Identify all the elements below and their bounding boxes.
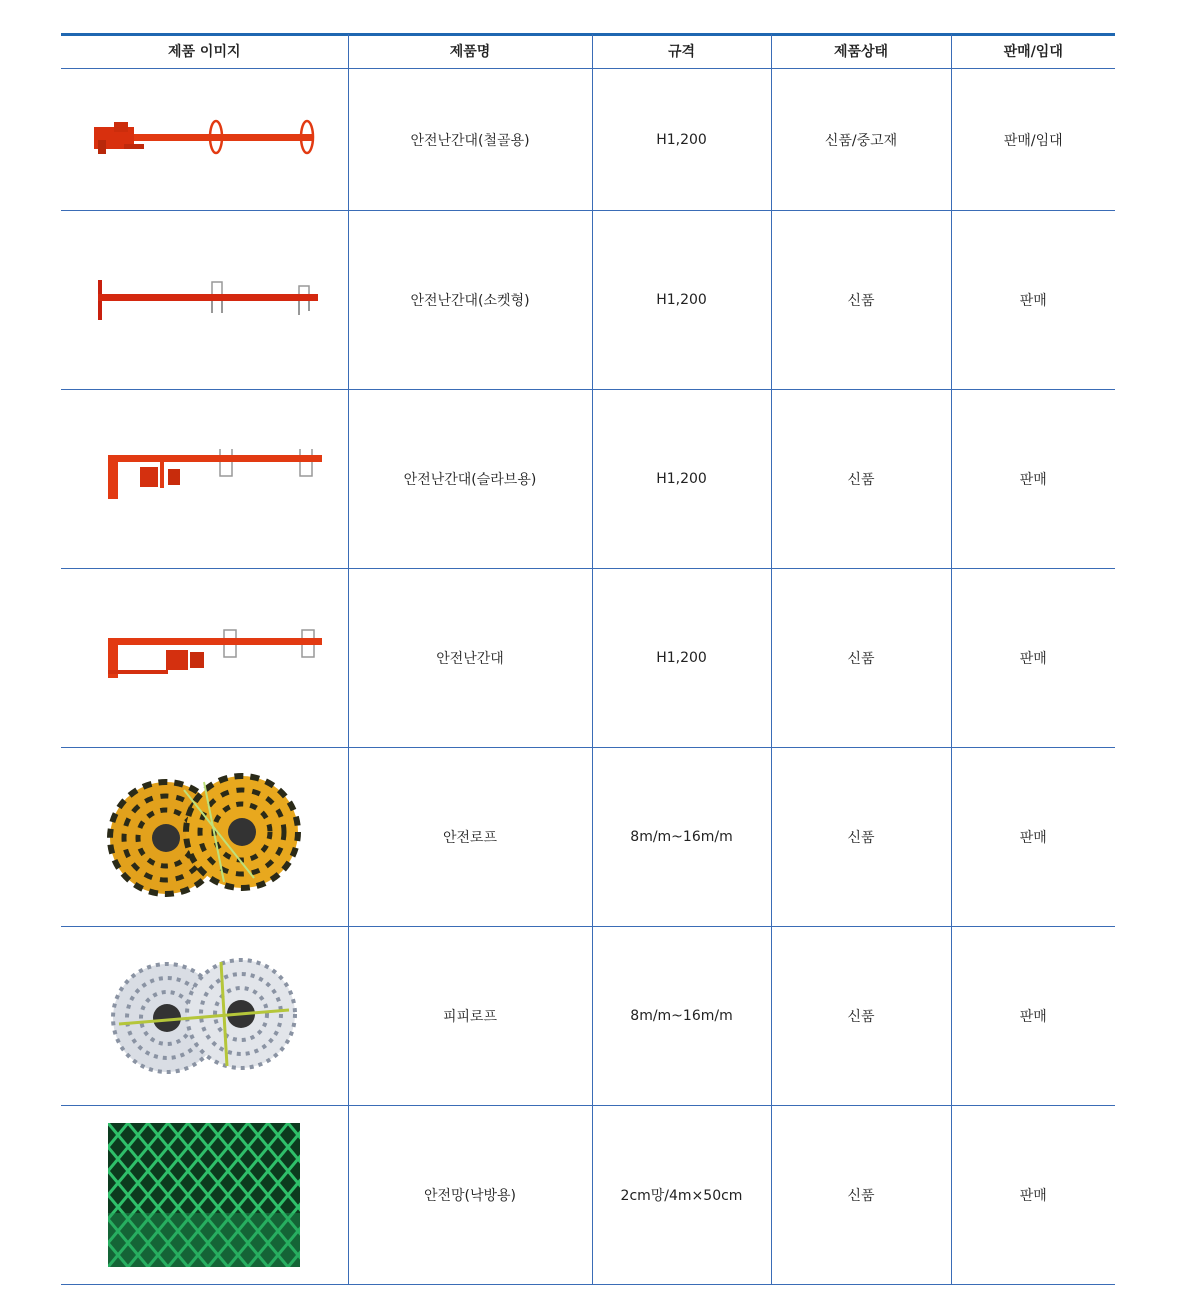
product-trade: 판매 — [951, 1106, 1115, 1285]
header-name: 제품명 — [348, 34, 592, 69]
product-image-cell — [61, 211, 348, 390]
product-image-cell — [61, 390, 348, 569]
table-row — [61, 211, 1115, 390]
table-row — [61, 748, 1115, 927]
product-image-cell — [61, 748, 348, 927]
product-condition: 신품 — [771, 748, 951, 927]
rail-slab-icon — [84, 449, 324, 509]
product-spec: H1,200 — [592, 390, 771, 569]
header-spec: 규격 — [592, 34, 771, 69]
rail-clamp-steel-icon — [84, 110, 324, 170]
product-condition: 신품 — [771, 211, 951, 390]
product-spec: H1,200 — [592, 569, 771, 748]
pp-rope-icon — [109, 954, 299, 1078]
product-trade: 판매 — [951, 748, 1115, 927]
product-image-cell — [61, 1106, 348, 1285]
product-name: 안전망(낙방용) — [348, 1106, 592, 1285]
product-condition: 신품 — [771, 390, 951, 569]
header-condition: 제품상태 — [771, 34, 951, 69]
table-header-row — [61, 34, 1115, 69]
header-trade: 판매/임대 — [951, 34, 1115, 69]
product-name: 안전난간대(철골용) — [348, 69, 592, 211]
rail-basic-icon — [84, 628, 324, 688]
product-name: 피피로프 — [348, 927, 592, 1106]
product-name: 안전난간대(소켓형) — [348, 211, 592, 390]
product-spec: 8m/m~16m/m — [592, 927, 771, 1106]
product-trade: 판매 — [951, 390, 1115, 569]
product-spec: 2cm망/4m×50cm — [592, 1106, 771, 1285]
table-row — [61, 569, 1115, 748]
product-trade: 판매 — [951, 927, 1115, 1106]
product-spec: 8m/m~16m/m — [592, 748, 771, 927]
product-spec: H1,200 — [592, 211, 771, 390]
product-image-cell — [61, 69, 348, 211]
safety-net-icon — [108, 1123, 300, 1267]
product-spec: H1,200 — [592, 69, 771, 211]
table-row — [61, 927, 1115, 1106]
table-row — [61, 1106, 1115, 1285]
product-name: 안전난간대(슬라브용) — [348, 390, 592, 569]
product-trade: 판매/임대 — [951, 69, 1115, 211]
product-image-cell — [61, 927, 348, 1106]
table-row — [61, 390, 1115, 569]
product-condition: 신품/중고재 — [771, 69, 951, 211]
product-trade: 판매 — [951, 569, 1115, 748]
header-image: 제품 이미지 — [61, 34, 348, 69]
product-condition: 신품 — [771, 569, 951, 748]
product-name: 안전로프 — [348, 748, 592, 927]
safety-rope-icon — [104, 772, 304, 902]
table-row — [61, 69, 1115, 211]
product-condition: 신품 — [771, 1106, 951, 1285]
product-trade: 판매 — [951, 211, 1115, 390]
product-name: 안전난간대 — [348, 569, 592, 748]
product-condition: 신품 — [771, 927, 951, 1106]
rail-socket-icon — [84, 270, 324, 330]
product-image-cell — [61, 569, 348, 748]
product-table — [61, 34, 1115, 1285]
